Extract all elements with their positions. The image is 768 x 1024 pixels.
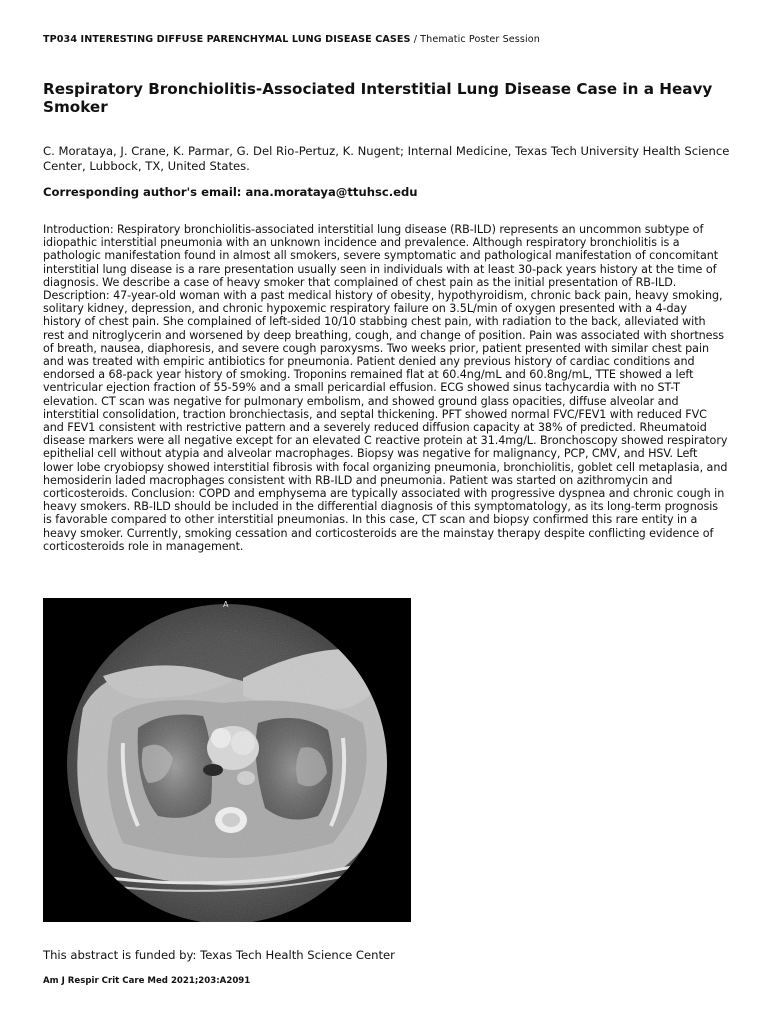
- corresponding-email: Corresponding author's email: ana.morataya@ttuhsc.edu: [43, 185, 418, 199]
- session-code: TP034 INTERESTING DIFFUSE PARENCHYMAL LUNG DISEASE CASES: [43, 34, 411, 45]
- author-list: C. Morataya, J. Crane, K. Parmar, G. Del Rio-Pertuz, K. Nugent; Internal Medicine, Texas Tech University Health Science Center, Lubbock, TX, United States.: [43, 144, 730, 173]
- journal-citation: Am J Respir Crit Care Med 2021;203:A2091: [43, 976, 251, 986]
- ct-scan-image: [43, 598, 411, 922]
- session-header: [43, 34, 540, 45]
- orientation-marker: A: [223, 600, 229, 609]
- abstract-title: Respiratory Bronchiolitis-Associated Interstitial Lung Disease Case in a Heavy Smoker: [43, 80, 713, 116]
- abstract-body: Introduction: Respiratory bronchiolitis-associated interstitial lung disease (RB-ILD) represents an uncommon subtype of idiopathic interstitial pneumonia with an unknown incidence and prevalence. Although respiratory bronchiolitis is a pathologic manifestation found in almost all smokers, severe symptomatic and pathological manifestation of concomitant interstitial lung disease is a rare presentation usually seen in individuals with at least 30-pack years history at the time of diagnosis. We describe a case of heavy smoker that complained of chest pain as the initial presentation of RB-ILD. Description: 47-year-old woman with a past medical history of obesity, hypothyroidism, chronic back pain, heavy smoking, solitary kidney, depression, and chronic hypoxemic respiratory failure on 3.5L/min of oxygen presented with a 4-day history of chest pain. She complained of left-sided 10/10 stabbing chest pain, with radiation to the back, alleviated with rest and nitroglycerin and worsened by deep breathing, cough, and change of position. Pain was associated with shortness of breath, nausea, diaphoresis, and severe cough paroxysms. Two weeks prior, patient presented with similar chest pain and was treated with empiric antibiotics for pneumonia. Patient denied any previous history of cardiac conditions and endorsed a 68-pack year history of smoking. Troponins remained flat at 60.4ng/mL and 60.8ng/mL, TTE showed a left ventricular ejection fraction of 55-59% and a small pericardial effusion. ECG showed sinus tachycardia with no ST-T elevation. CT scan was negative for pulmonary embolism, and showed ground glass opacities, diffuse alveolar and interstitial consolidation, traction bronchiectasis, and septal thickening. PFT showed normal FVC/FEV1 with reduced FVC and FEV1 consistent with restrictive pattern and a severely reduced diffusion capacity at 38% of predicted. Rheumatoid disease markers were all negative except for an elevated C reactive protein at 31.4mg/L. Bronchoscopy showed respiratory epithelial cell without atypia and alveolar macrophages. Biopsy was negative for malignancy, PCP, CMV, and HSV. Left lower lobe cryobiopsy showed interstitial fibrosis with focal organizing pneumonia, bronchiolitis, goblet cell metaplasia, and hemosiderin laded macrophages consistent with RB-ILD and pneumonia. Patient was started on azithromycin and corticosteroids. Conclusion: COPD and emphysema are typically associated with progressive dyspnea and chronic cough in heavy smokers. RB-ILD should be included in the differential diagnosis of this symptomatology, as its long-term prognosis is favorable compared to other interstitial pneumonias. In this case, CT scan and biopsy confirmed this rare entity in a heavy smoker. Currently, smoking cessation and corticosteroids are the mainstay therapy despite conflicting evidence of corticosteroids role in management.: [43, 223, 728, 553]
- funding-statement: This abstract is funded by: Texas Tech Health Science Center: [43, 948, 395, 962]
- session-type: / Thematic Poster Session: [410, 34, 540, 45]
